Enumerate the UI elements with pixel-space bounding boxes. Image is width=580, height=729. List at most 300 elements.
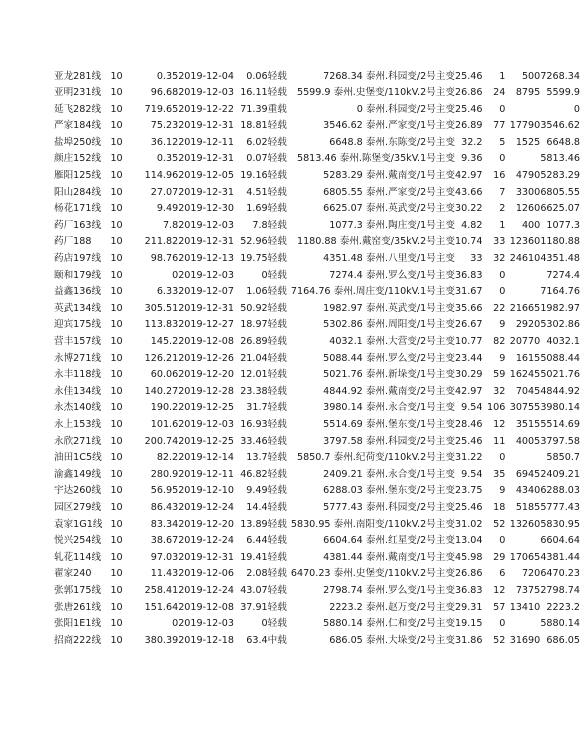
- margin-and-substation-cell: [291, 400, 455, 417]
- count-text: 5: [499, 136, 506, 148]
- date-cell: [178, 334, 234, 351]
- margin-and-substation-cell: [291, 599, 455, 616]
- capacity-cell: [505, 151, 540, 168]
- peak-value-text: 96.68: [150, 87, 179, 99]
- line-name-cell: [54, 516, 110, 533]
- margin-and-substation-text: 泰州.堡东变/2号主变: [365, 485, 455, 497]
- load-rate-text: 63.4: [246, 634, 268, 646]
- available-text: 6288.03: [540, 485, 580, 497]
- voltage-text: 10: [110, 601, 123, 613]
- voltage-cell: [110, 416, 132, 433]
- count-text: 0: [499, 269, 506, 281]
- peak-value-text: 211.82: [144, 236, 179, 248]
- load-status-cell: [268, 300, 291, 317]
- metric-text: 45.98: [455, 551, 483, 563]
- capacity-text: 20770: [509, 336, 541, 347]
- capacity-cell: [505, 549, 540, 566]
- count-text: 32: [493, 385, 506, 397]
- table-row: [54, 101, 580, 118]
- metric-cell: [455, 68, 482, 85]
- margin-and-substation-text: 泰州.史堡变/110kV.2号主变: [333, 568, 455, 580]
- line-name-cell: [54, 201, 110, 218]
- margin-and-substation-text: 5813.46: [296, 153, 337, 165]
- available-cell: [540, 234, 580, 251]
- count-cell: [482, 616, 505, 633]
- line-name-cell: [54, 599, 110, 616]
- margin-and-substation-cell: [291, 201, 455, 218]
- margin-and-substation-text: 7274.4: [329, 269, 363, 281]
- load-status-cell: [268, 68, 291, 85]
- metric-text: 30.29: [455, 369, 483, 381]
- peak-value-cell: [132, 300, 178, 317]
- count-text: 9: [499, 485, 506, 497]
- load-status-cell: [268, 118, 291, 135]
- line-name-cell: [54, 134, 110, 151]
- load-status-cell: [268, 334, 291, 351]
- metric-cell: [455, 151, 482, 168]
- metric-cell: [455, 466, 482, 483]
- voltage-cell: [110, 184, 132, 201]
- date-cell: [178, 599, 234, 616]
- peak-value-cell: [132, 234, 178, 251]
- metric-text: 19.15: [455, 618, 483, 630]
- table-row: [54, 168, 580, 185]
- available-cell: [540, 85, 580, 102]
- load-rate-text: 46.82: [240, 468, 268, 480]
- date-cell: [178, 433, 234, 450]
- table-row: [54, 616, 580, 633]
- available-cell: [540, 599, 580, 616]
- load-status-cell: [268, 85, 291, 102]
- date-cell: [178, 85, 234, 102]
- metric-cell: [455, 284, 482, 301]
- line-name-text: 招商222线: [54, 634, 102, 646]
- load-rate-text: 13.89: [240, 518, 268, 530]
- margin-and-substation-text: 泰州.严家变/2号主变: [365, 186, 455, 198]
- peak-value-text: 305.51: [144, 302, 179, 314]
- count-text: 16: [493, 170, 506, 182]
- peak-value-text: 140.27: [144, 385, 179, 397]
- line-name-text: 盐埠250线: [54, 136, 102, 148]
- load-rate-text: 26.89: [240, 336, 268, 347]
- margin-and-substation-text: 5021.76: [323, 369, 363, 381]
- margin-and-substation-text: 4351.48: [323, 253, 363, 265]
- peak-value-cell: [132, 101, 178, 118]
- line-name-cell: [54, 549, 110, 566]
- count-text: 12: [493, 584, 506, 596]
- date-text: 2019-12-31: [178, 186, 234, 198]
- voltage-text: 10: [110, 286, 123, 298]
- line-name-cell: [54, 68, 110, 85]
- load-status-cell: [268, 549, 291, 566]
- metric-cell: [455, 400, 482, 417]
- peak-value-cell: [132, 367, 178, 384]
- voltage-cell: [110, 267, 132, 284]
- metric-cell: [455, 350, 482, 367]
- available-cell: [540, 433, 580, 450]
- load-rate-cell: [234, 416, 268, 433]
- available-text: 1077.3: [546, 219, 580, 231]
- line-name-cell: [54, 533, 110, 550]
- metric-cell: [455, 168, 482, 185]
- available-text: 686.05: [546, 634, 580, 646]
- capacity-cell: [505, 533, 540, 550]
- available-cell: [540, 300, 580, 317]
- voltage-text: 10: [110, 103, 123, 115]
- voltage-text: 10: [110, 352, 123, 364]
- metric-text: 26.89: [455, 120, 483, 132]
- capacity-cell: [505, 334, 540, 351]
- peak-value-cell: [132, 317, 178, 334]
- margin-and-substation-cell: [291, 433, 455, 450]
- peak-value-cell: [132, 151, 178, 168]
- count-cell: [482, 350, 505, 367]
- load-status-text: 轻载: [267, 485, 287, 497]
- count-cell: [482, 118, 505, 135]
- load-status-cell: [268, 284, 291, 301]
- margin-and-substation-text: 泰州.英武变/2号主变: [365, 203, 455, 215]
- line-name-cell: [54, 317, 110, 334]
- margin-and-substation-cell: [291, 566, 455, 583]
- line-name-text: 颜庄152线: [54, 153, 102, 165]
- load-rate-text: 52.96: [240, 236, 268, 248]
- date-text: 2019-12-24: [178, 501, 234, 513]
- count-text: 7: [499, 186, 506, 198]
- count-cell: [482, 400, 505, 417]
- table-row: [54, 350, 580, 367]
- margin-and-substation-text: 3980.14: [323, 402, 363, 414]
- line-name-text: 张唐261线: [54, 601, 102, 613]
- table-row: [54, 68, 580, 85]
- metric-cell: [455, 566, 482, 583]
- capacity-text: 1260: [515, 203, 541, 215]
- margin-and-substation-text: 5850.7: [296, 452, 331, 464]
- load-rate-cell: [234, 234, 268, 251]
- margin-and-substation-cell: [291, 68, 455, 85]
- margin-and-substation-text: 泰州.科园变/2号主变: [365, 435, 455, 447]
- count-cell: [482, 101, 505, 118]
- line-name-cell: [54, 151, 110, 168]
- load-rate-text: 23.38: [240, 385, 268, 397]
- load-status-text: 轻载: [267, 468, 287, 480]
- voltage-text: 10: [110, 302, 123, 314]
- load-rate-text: 19.75: [240, 253, 268, 265]
- count-cell: [482, 582, 505, 599]
- capacity-cell: [505, 234, 540, 251]
- peak-value-cell: [132, 582, 178, 599]
- load-rate-cell: [234, 483, 268, 500]
- available-cell: [540, 317, 580, 334]
- date-text: 2019-12-25: [178, 402, 234, 414]
- voltage-cell: [110, 101, 132, 118]
- line-name-cell: [54, 582, 110, 599]
- capacity-cell: [505, 267, 540, 284]
- load-status-cell: [268, 450, 291, 467]
- load-rate-cell: [234, 118, 268, 135]
- voltage-cell: [110, 201, 132, 218]
- table-row: [54, 217, 580, 234]
- load-status-text: 轻载: [267, 369, 287, 381]
- load-rate-cell: [234, 400, 268, 417]
- available-cell: [540, 184, 580, 201]
- margin-and-substation-text: 泰州.英武变/1号主变: [365, 302, 455, 314]
- load-status-cell: [268, 499, 291, 516]
- peak-value-cell: [132, 632, 178, 649]
- date-text: 2019-12-31: [178, 302, 234, 314]
- line-name-text: 严家184线: [54, 120, 102, 132]
- margin-and-substation-text: 5830.95: [290, 518, 331, 530]
- date-cell: [178, 101, 234, 118]
- load-status-text: 轻载: [267, 452, 287, 464]
- metric-cell: [455, 383, 482, 400]
- date-text: 2019-12-11: [178, 468, 234, 480]
- date-cell: [178, 134, 234, 151]
- count-text: 57: [493, 601, 506, 613]
- available-cell: [540, 350, 580, 367]
- line-name-text: 药厂163线: [54, 219, 102, 231]
- count-text: 24: [493, 87, 506, 99]
- capacity-cell: [505, 85, 540, 102]
- load-rate-cell: [234, 284, 268, 301]
- count-text: 0: [499, 618, 506, 630]
- load-status-cell: [268, 267, 291, 284]
- capacity-cell: [505, 101, 540, 118]
- line-name-text: 永上153线: [54, 418, 102, 430]
- peak-value-cell: [132, 499, 178, 516]
- line-name-cell: [54, 101, 110, 118]
- metric-cell: [455, 499, 482, 516]
- load-rate-cell: [234, 101, 268, 118]
- peak-value-text: 27.07: [150, 186, 179, 198]
- date-text: 2019-12-24: [178, 584, 234, 596]
- load-rate-text: 6.44: [246, 535, 268, 547]
- load-status-text: 轻载: [267, 286, 287, 298]
- peak-value-text: 719.65: [144, 103, 179, 115]
- count-text: 1: [499, 70, 506, 82]
- metric-text: 25.46: [455, 501, 483, 513]
- count-text: 59: [493, 369, 506, 381]
- capacity-text: 13410: [509, 601, 541, 613]
- load-rate-cell: [234, 599, 268, 616]
- voltage-cell: [110, 632, 132, 649]
- available-cell: [540, 499, 580, 516]
- line-name-text: 药店197线: [54, 253, 102, 265]
- voltage-cell: [110, 433, 132, 450]
- margin-and-substation-cell: [291, 499, 455, 516]
- voltage-cell: [110, 499, 132, 516]
- count-cell: [482, 317, 505, 334]
- load-rate-text: 33.46: [240, 435, 268, 447]
- peak-value-cell: [132, 616, 178, 633]
- count-cell: [482, 466, 505, 483]
- margin-and-substation-text: 泰州.大营变/2号主变: [365, 336, 455, 347]
- margin-and-substation-cell: [291, 217, 455, 234]
- metric-text: 42.97: [455, 385, 483, 397]
- voltage-text: 10: [110, 153, 123, 165]
- voltage-text: 10: [110, 336, 123, 347]
- load-rate-text: 31.7: [246, 402, 268, 414]
- load-rate-text: 12.01: [240, 369, 268, 381]
- margin-and-substation-text: 泰州.赵万变/2号主变: [365, 601, 455, 613]
- load-status-cell: [268, 317, 291, 334]
- capacity-text: 21665: [509, 302, 541, 314]
- margin-and-substation-text: 3546.62: [323, 120, 363, 132]
- margin-and-substation-text: 5880.14: [323, 618, 363, 630]
- date-cell: [178, 118, 234, 135]
- load-status-text: 中载: [267, 634, 287, 646]
- load-status-text: 轻载: [267, 170, 287, 182]
- metric-text: 9.54: [461, 402, 483, 414]
- date-text: 2019-12-27: [178, 319, 234, 331]
- margin-and-substation-text: 泰州.科园变/2号主变: [365, 501, 455, 513]
- peak-value-cell: [132, 118, 178, 135]
- table-row: [54, 251, 580, 268]
- capacity-text: 4340: [515, 485, 541, 497]
- margin-and-substation-cell: [291, 168, 455, 185]
- date-cell: [178, 533, 234, 550]
- table-row: [54, 466, 580, 483]
- table-row: [54, 632, 580, 649]
- peak-value-text: 101.6: [150, 418, 179, 430]
- data-table: [54, 68, 580, 649]
- metric-text: 28.46: [455, 418, 483, 430]
- margin-and-substation-cell: [291, 582, 455, 599]
- voltage-text: 10: [110, 485, 123, 497]
- available-text: 2798.74: [540, 584, 580, 596]
- available-text: 5599.9: [546, 87, 580, 99]
- margin-and-substation-cell: [291, 632, 455, 649]
- available-cell: [540, 217, 580, 234]
- margin-and-substation-text: 泰州.永合变/1号主变: [365, 402, 455, 414]
- capacity-text: 500: [521, 70, 541, 82]
- load-status-text: 轻载: [267, 501, 287, 513]
- capacity-cell: [505, 217, 540, 234]
- line-name-text: 张郭175线: [54, 584, 102, 596]
- load-status-cell: [268, 466, 291, 483]
- capacity-cell: [505, 516, 540, 533]
- load-status-cell: [268, 367, 291, 384]
- load-status-text: 轻载: [267, 153, 287, 165]
- capacity-text: 3300: [515, 186, 541, 198]
- peak-value-cell: [132, 566, 178, 583]
- voltage-cell: [110, 483, 132, 500]
- load-rate-cell: [234, 184, 268, 201]
- capacity-cell: [505, 433, 540, 450]
- metric-text: 9.36: [461, 153, 483, 165]
- metric-cell: [455, 533, 482, 550]
- voltage-cell: [110, 85, 132, 102]
- load-status-text: 轻载: [267, 120, 287, 132]
- voltage-cell: [110, 68, 132, 85]
- table-row: [54, 317, 580, 334]
- capacity-cell: [505, 616, 540, 633]
- margin-and-substation-cell: [291, 184, 455, 201]
- capacity-cell: [505, 599, 540, 616]
- load-status-text: 轻载: [267, 236, 287, 248]
- capacity-text: 24610: [509, 253, 541, 265]
- capacity-cell: [505, 416, 540, 433]
- peak-value-cell: [132, 350, 178, 367]
- peak-value-cell: [132, 383, 178, 400]
- load-rate-cell: [234, 516, 268, 533]
- peak-value-text: 280.9: [150, 468, 179, 480]
- table-row: [54, 284, 580, 301]
- capacity-text: 2920: [515, 319, 541, 331]
- count-text: 0: [499, 535, 506, 547]
- margin-and-substation-cell: [291, 101, 455, 118]
- margin-and-substation-text: 5283.29: [323, 170, 363, 182]
- capacity-cell: [505, 483, 540, 500]
- load-rate-cell: [234, 466, 268, 483]
- margin-and-substation-text: 泰州.新垛变/1号主变: [365, 369, 455, 381]
- metric-text: 31.86: [455, 634, 483, 646]
- line-name-cell: [54, 300, 110, 317]
- peak-value-text: 11.43: [150, 568, 179, 580]
- load-status-cell: [268, 483, 291, 500]
- date-text: 2019-12-18: [178, 634, 234, 646]
- count-text: 0: [499, 153, 506, 165]
- available-text: 6470.23: [540, 568, 580, 580]
- date-text: 2019-12-28: [178, 385, 234, 397]
- voltage-cell: [110, 134, 132, 151]
- capacity-cell: [505, 582, 540, 599]
- voltage-text: 10: [110, 584, 123, 596]
- date-cell: [178, 168, 234, 185]
- load-status-cell: [268, 566, 291, 583]
- metric-cell: [455, 201, 482, 218]
- count-cell: [482, 134, 505, 151]
- load-status-text: 轻载: [267, 136, 287, 148]
- available-text: 5880.14: [540, 618, 580, 630]
- metric-text: 25.46: [455, 103, 483, 115]
- peak-value-cell: [132, 251, 178, 268]
- peak-value-text: 0.35: [156, 153, 179, 165]
- margin-and-substation-cell: [291, 466, 455, 483]
- count-text: 0: [499, 286, 506, 298]
- capacity-text: 6945: [515, 468, 541, 480]
- date-cell: [178, 383, 234, 400]
- voltage-text: 10: [110, 120, 123, 132]
- margin-and-substation-text: 泰州.东陈变/2号主变: [365, 136, 455, 148]
- capacity-cell: [505, 350, 540, 367]
- available-text: 5777.43: [540, 501, 580, 513]
- load-status-text: 轻载: [267, 302, 287, 314]
- date-cell: [178, 367, 234, 384]
- voltage-cell: [110, 599, 132, 616]
- metric-cell: [455, 317, 482, 334]
- available-text: 5850.7: [546, 452, 580, 464]
- metric-cell: [455, 334, 482, 351]
- table-row: [54, 400, 580, 417]
- metric-cell: [455, 85, 482, 102]
- peak-value-text: 380.39: [144, 634, 179, 646]
- voltage-cell: [110, 334, 132, 351]
- peak-value-text: 0: [172, 618, 179, 630]
- peak-value-text: 83.34: [150, 518, 179, 530]
- date-text: 2019-12-31: [178, 153, 234, 165]
- available-text: 5514.69: [540, 418, 580, 430]
- load-rate-text: 1.69: [246, 203, 268, 215]
- peak-value-text: 97.03: [150, 551, 179, 563]
- capacity-cell: [505, 251, 540, 268]
- load-rate-cell: [234, 300, 268, 317]
- voltage-cell: [110, 168, 132, 185]
- margin-and-substation-text: 泰州.科园变/2号主变: [365, 70, 455, 82]
- count-cell: [482, 383, 505, 400]
- metric-text: 23.44: [455, 352, 483, 364]
- load-rate-text: 0: [261, 618, 268, 630]
- peak-value-cell: [132, 516, 178, 533]
